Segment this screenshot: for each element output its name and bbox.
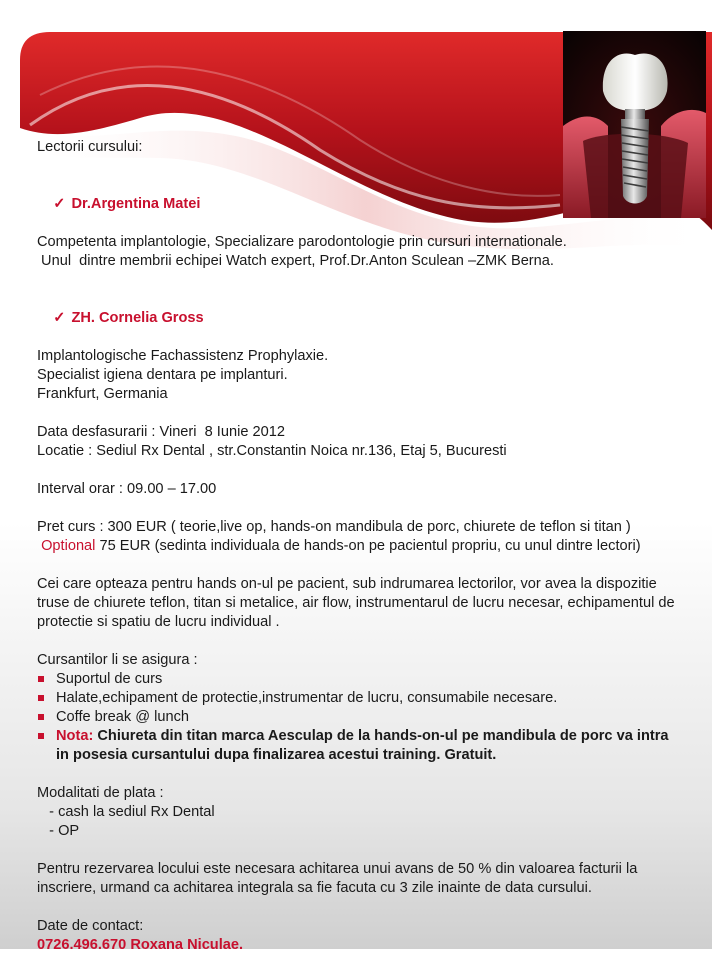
course-interval: Interval orar : 09.00 – 17.00 xyxy=(37,481,217,497)
lector2-line2: Specialist igiena dentara pe implanturi. xyxy=(37,367,288,383)
nota-text: Chiureta din titan marca Aesculap de la hands-on-ul pe mandibula de porc va intra in posesia cursantului dupa finalizarea acestui training. Gratuit. xyxy=(56,728,669,763)
contact-title: Date de contact: xyxy=(37,918,144,934)
course-content xyxy=(37,138,677,955)
list-item: Halate,echipament de protectie,instrumentar de lucru, consumabile necesare. xyxy=(37,689,677,708)
list-item: Coffe break @ lunch xyxy=(37,708,677,727)
lector1-name: Dr.Argentina Matei xyxy=(71,196,201,212)
checkmark-icon: ✓ xyxy=(53,310,66,326)
asigura-list xyxy=(37,670,677,765)
lector1-line1: Competenta implantologie, Specializare parodontologie prin cursuri internationale. xyxy=(37,234,567,250)
lector2-line1: Implantologische Fachassistenz Prophylaxie. xyxy=(37,348,329,364)
list-item: Suportul de curs xyxy=(37,670,677,689)
course-location: Locatie : Sediul Rx Dental , str.Constantin Noica nr.136, Etaj 5, Bucuresti xyxy=(37,443,507,459)
course-date: Data desfasurarii : Vineri 8 Iunie 2012 xyxy=(37,424,285,440)
optional-line xyxy=(37,537,677,556)
optional-text: 75 EUR (sedinta individuala de hands-on pe pacientul propriu, cu unul dintre lectori) xyxy=(95,538,641,554)
lector2-name: ZH. Cornelia Gross xyxy=(71,310,204,326)
nota-label: Nota xyxy=(56,728,89,744)
nota-item: Nota: Chiureta din titan marca Aesculap de la hands-on-ul pe mandibula de porc va intra in posesia cursantului dupa finalizarea acestui training. Gratuit. xyxy=(37,727,677,765)
rezervare-paragraph: Pentru rezervarea locului este necesara achitarea unui avans de 50 % din valoarea facturii la inscriere, urmand ca achitarea integrala sa fie facuta cu 3 zile inainte de data cursului. xyxy=(37,861,638,896)
optional-label: Optional xyxy=(41,538,96,554)
contact-phone-name: 0726.496.670 Roxana Niculae. xyxy=(37,937,244,953)
lector1-name-line xyxy=(37,176,677,233)
lector1-line2: Unul dintre membrii echipei Watch expert, Prof.Dr.Anton Sculean –ZMK Berna. xyxy=(37,253,554,269)
course-price: Pret curs : 300 EUR ( teorie,live op, hands-on mandibula de porc, chiurete de teflon si titan ) xyxy=(37,519,631,535)
asigura-title: Cursantilor li se asigura : xyxy=(37,652,198,668)
plata-item: - OP xyxy=(37,823,80,839)
lectori-title: Lectorii cursului: xyxy=(37,139,143,155)
lector2-name-line xyxy=(37,290,677,347)
checkmark-icon: ✓ xyxy=(53,196,66,212)
plata-item: - cash la sediul Rx Dental xyxy=(37,804,215,820)
lector2-line3: Frankfurt, Germania xyxy=(37,386,168,402)
plata-title: Modalitati de plata : xyxy=(37,785,164,801)
hands-on-paragraph: Cei care opteaza pentru hands on-ul pe pacient, sub indrumarea lectorilor, vor avea la dispozitie truse de chiurete teflon, titan si metalice, air flow, instrumentarul de lucru necesar, echipamentul de protectie si spatiu de lucru individual . xyxy=(37,576,675,630)
